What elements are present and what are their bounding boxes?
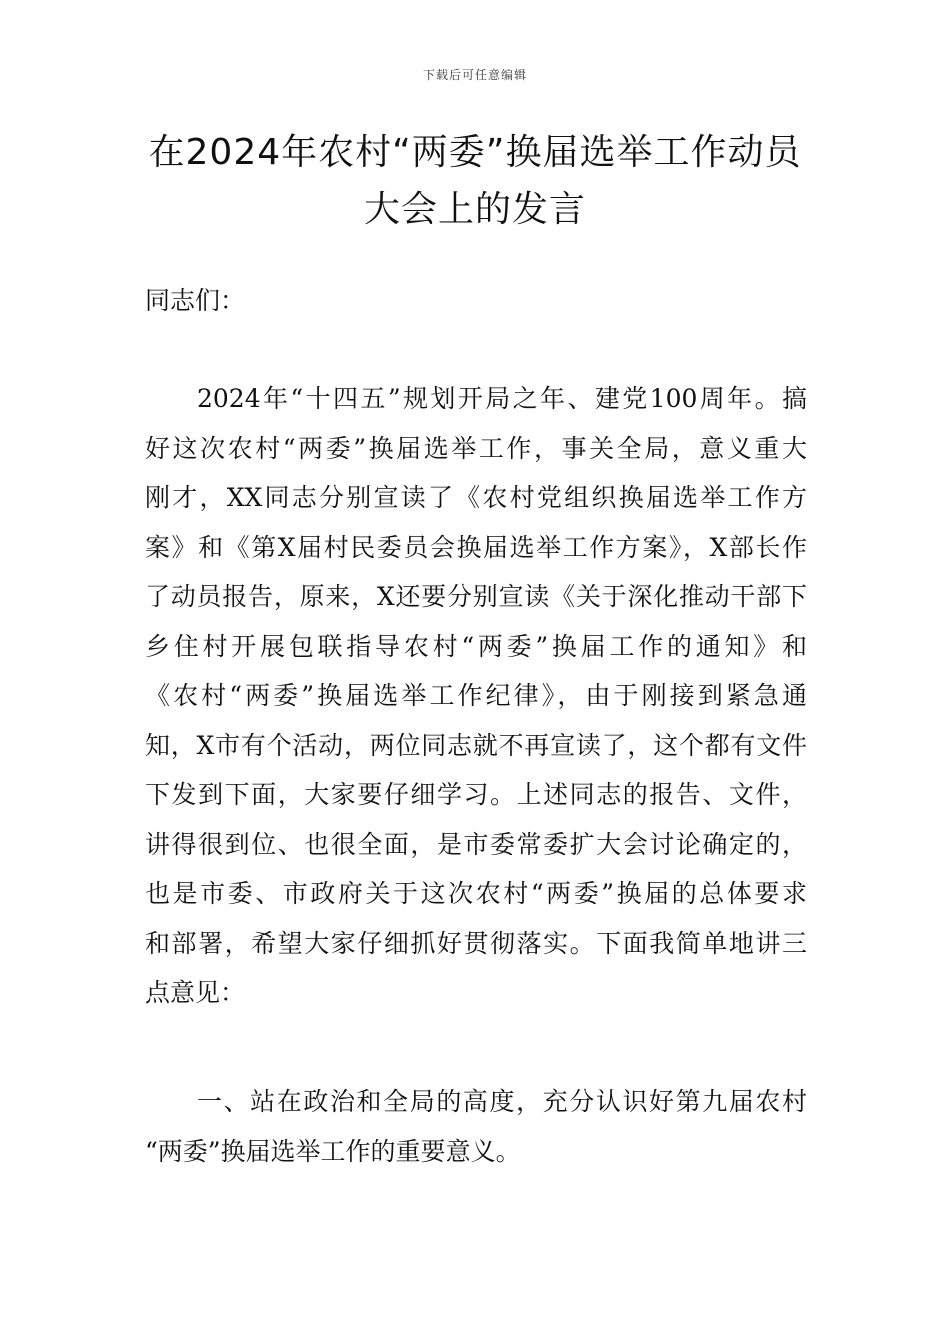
paragraph-line: 好这次农村“两委”换届选举工作，事关全局，意义重大 (145, 433, 807, 463)
paragraph-line: 乡住村开展包联指导农村“两委”换届工作的通知》和 (145, 631, 807, 661)
paragraph-line: 案》和《第X届村民委员会换届选举工作方案》，X部长作 (145, 532, 807, 562)
section-heading-paragraph (145, 1077, 807, 1176)
paragraph-line: 讲得很到位、也很全面，是市委常委扩大会讨论确定的， (145, 829, 807, 859)
paragraph-line: 知，X市有个活动，两位同志就不再宣读了，这个都有文件 (145, 730, 807, 760)
paragraph-line: 和部署，希望大家仔细抓好贯彻落实。下面我简单地讲三 (145, 928, 807, 958)
paragraph-line: 刚才，XX同志分别宣读了《农村党组织换届选举工作方 (145, 483, 807, 512)
title-line: 在2024年农村“两委”换届选举工作动员 (148, 132, 802, 173)
paragraph-line: 2024年“十四五”规划开局之年、建党100周年。搞 (197, 384, 807, 413)
paragraph-line: 也是市委、市政府关于这次农村“两委”换届的总体要求 (145, 879, 807, 908)
paragraph-line: 下发到下面，大家要仔细学习。上述同志的报告、文件， (145, 780, 807, 809)
paragraph-line: “两委”换届选举工作的重要意义。 (145, 1136, 521, 1166)
header-note: 下载后可任意编辑 (422, 68, 527, 82)
body-paragraph (145, 374, 807, 1018)
title-line: 大会上的发言 (363, 189, 586, 230)
paragraph-line: 点意见： (145, 978, 246, 1007)
paragraph-line: 一、站在政治和全局的高度，充分认识好第九届农村 (197, 1087, 807, 1116)
paragraph-line: 了动员报告，原来，X还要分别宣读《关于深化推动干部下 (145, 582, 807, 611)
salutation: 同志们： (145, 286, 246, 315)
page-title (120, 124, 830, 238)
paragraph-line: 《农村“两委”换届选举工作纪律》，由于刚接到紧急通 (145, 681, 807, 710)
